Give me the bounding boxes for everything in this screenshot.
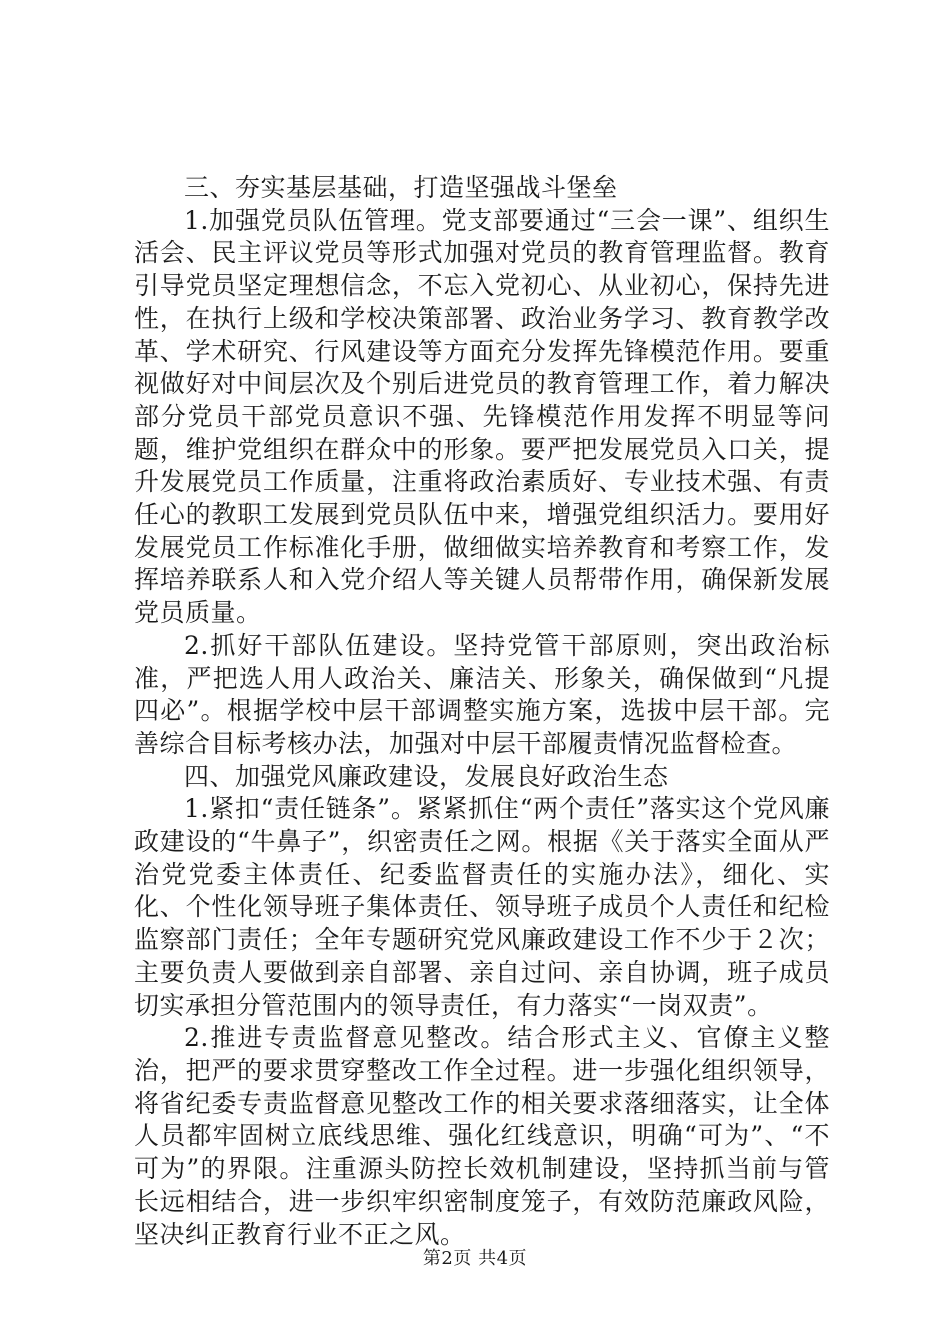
document-body (134, 172, 830, 1251)
section-heading-3: 三、夯实基层基础，打造坚强战斗堡垒 (184, 173, 618, 202)
paragraph-supervision-rectification: 2.推进专责监督意见整改。结合形式主义、官僚主义整治，把严的要求贯穿整改工作全过程。进一步强化组织领导，将省纪委专责监督意见整改工作的相关要求落细落实，让全体人员都牢固树立底线思维、强化红线意识，明确“可为”、“不可为”的界限。注重源头防控长效机制建设，坚持抓当前与管长远相结合，进一步织牢织密制度笼子，有效防范廉政风险，坚决纠正教育行业不正之风。 (134, 1023, 830, 1249)
paragraph-cadre-team-building: 2.抓好干部队伍建设。坚持党管干部原则，突出政治标准，严把选人用人政治关、廉洁关、形象关，确保做到“凡提四必”。根据学校中层干部调整实施方案，选拔中层干部。完善综合目标考核办法，加强对中层干部履责情况监督检查。 (134, 630, 830, 758)
section-heading-4: 四、加强党风廉政建设，发展良好政治生态 (184, 761, 669, 791)
paragraph-party-member-management: 1.加强党员队伍管理。党支部要通过“三会一课”、组织生活会、民主评议党员等形式加强对党员的教育管理监督。教育引导党员坚定理想信念，不忘入党初心、从业初心，保持先进性，在执行上级和学校决策部署、政治业务学习、教育教学改革、学术研究、行风建设等方面充分发挥先锋模范作用。要重视做好对中间层次及个别后进党员的教育管理工作，着力解决部分党员干部党员意识不强、先锋模范作用发挥不明显等问题，维护党组织在群众中的形象。要严把发展党员入口关，提升发展党员工作质量，注重将政治素质好、专业技术强、有责任心的教职工发展到党员队伍中来，增强党组织活力。要用好发展党员工作标准化手册，做细做实培养教育和考察工作，发挥培养联系人和入党介绍人等关键人员帮带作用，确保新发展党员质量。 (134, 205, 830, 628)
paragraph-responsibility-chain: 1.紧扣“责任链条”。紧紧抓住“两个责任”落实这个党风廉政建设的“牛鼻子”，织密责任之网。根据《关于落实全面从严治党党委主体责任、纪委监督责任的实施办法》，细化、实化、个性化领导班子集体责任、领导班子成员个人责任和纪检监察部门责任；全年专题研究党风廉政建设工作不少于２次；主要负责人要做到亲自部署、亲自过问、亲自协调，班子成员切实承担分管范围内的领导责任，有力落实“一岗双责”。 (134, 794, 830, 1020)
page-number-footer: 第2页 共4页 (422, 1248, 528, 1269)
